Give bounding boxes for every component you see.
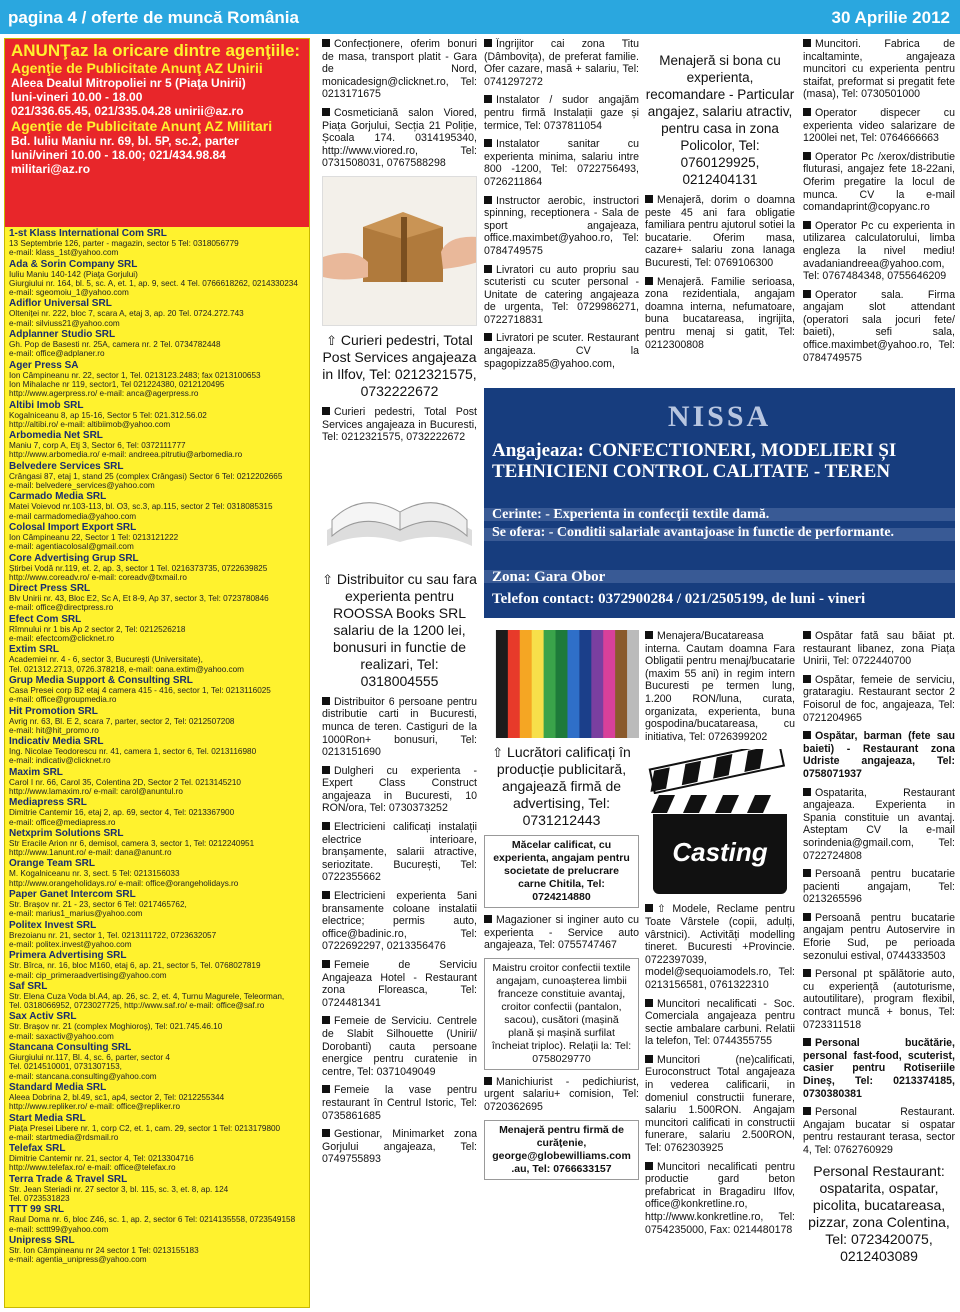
color-strip bbox=[544, 630, 556, 738]
package-photo bbox=[322, 176, 477, 326]
agency-detail: e-mail: sgeomoiu_1@yahoo.com bbox=[9, 288, 129, 298]
job-ad: Muncitori necalificati - Soc. Comerciala angajeaza pentru sectie ambalare carbuni. Relatii la telefon, Tel: 0744355755 bbox=[645, 997, 795, 1048]
color-strip bbox=[508, 630, 520, 738]
agency-entry bbox=[9, 858, 305, 888]
agency-detail: http://www.telefax.ro/ e-mail: office@telefax.ro bbox=[9, 1163, 176, 1173]
cleaning-box bbox=[484, 1120, 639, 1180]
job-ad: Instructor aerobic, instructori spinning, receptionera - Sala de sport angajeaza, office.maximbet@yahoo.ro, Tel: 0784749575 bbox=[484, 194, 639, 257]
agency-name: Indicativ Media SRL bbox=[9, 736, 104, 748]
nissa-contact bbox=[492, 566, 865, 610]
agency-detail: Crângasi 87, etaj 1, stand 25 (complex Crângasi) Sector 6 Tel: 0212202665 bbox=[9, 471, 283, 481]
agency-detail: http://www.lamaxim.ro/ e-mail: carol@anuntul.ro bbox=[9, 786, 183, 796]
agency-detail: Dimitrie Cantemir nr. 21, sector 4, Tel: 0213304716 bbox=[9, 1154, 194, 1164]
agency-detail: Tel. 0214510001, 0731307153, bbox=[9, 1062, 122, 1072]
agency-detail: http://altibi.ro/ e-mail: altibiimob@yahoo.com bbox=[9, 419, 171, 429]
agency-name: Maxim SRL bbox=[9, 766, 63, 778]
agency-detail: Giurgiului nr. 164, bl. 5, sc. A, et. 1, ap. 9, sect. 4 Tel. 0766618262, 0214330234 bbox=[9, 278, 298, 288]
agency-detail: Ing. Nicolae Teodorescu nr. 41, camera 1, sector 6, Tel. 0213116980 bbox=[9, 747, 257, 757]
agency-detail: Str. Elena Cuza Voda bl.A4, ap. 26, sc. 2, et. 4, Turnu Magurele, Teleorman, bbox=[9, 991, 285, 1001]
agency-detail: Aleea Dobrina 2, bl.49, sc1, ap4, sector 2, Tel: 0212255344 bbox=[9, 1092, 225, 1102]
agency-entry bbox=[9, 1113, 305, 1143]
agency-detail: Raul Doma nr. 6, bloc Z46, sc. 1, ap. 2, sector 6 Tel: 0214135558, 0723549158 bbox=[9, 1215, 296, 1225]
job-ad: Menajeră. Familie serioasa, zona rezidentiala, angajam doamna interna, nefumatoare, buna bucatareasa, ingrijita, pentru menaj si gatit, Tel: 0212300808 bbox=[645, 275, 795, 351]
nissa-banner bbox=[484, 388, 955, 618]
agency-detail: e-mail: indicativ@clicknet.ro bbox=[9, 756, 111, 766]
arrow-icon: ⇧ bbox=[657, 903, 666, 916]
cleaning-text: Menajeră pentru firmă de curățenie, bbox=[499, 1123, 624, 1149]
agency1-address: Aleea Dealul Mitropoliei nr 5 (Piaţa Unirii) bbox=[11, 76, 246, 90]
agency-name: Efect Com SRL bbox=[9, 613, 82, 625]
agency-name: Standard Media SRL bbox=[9, 1081, 107, 1093]
job-ad: Manichiurist - pedichiurist, urgent salariu+ comision, Tel: 0720362695 bbox=[484, 1075, 639, 1113]
agency-detail: e-mail: office@groupmedia.ro bbox=[9, 695, 117, 705]
agency-name: Altibi Imob SRL bbox=[9, 399, 84, 411]
color-strip bbox=[484, 630, 496, 738]
agency2-hours: luni/vineri 10.00 - 18.00; 021/434.98.84 militari@az.ro bbox=[11, 148, 226, 176]
header-section-title: pagina 4 / oferte de muncă România bbox=[8, 8, 299, 27]
job-ad: Confecționere, oferim bonuri de masa, transport platit - Gara de Nord, monicadesign@clicknet.ro, Tel: 0213171675 bbox=[322, 38, 477, 101]
agency-panel bbox=[4, 38, 310, 1308]
color-strip bbox=[615, 630, 627, 738]
book-illustration bbox=[322, 450, 477, 565]
agency-entry bbox=[9, 400, 305, 430]
job-ad: Livratori cu auto propriu sau scuteristi cu scuter personal - Unitate de catering angajeaza de urgenta, Tel: 0729986271, 0722718831 bbox=[484, 263, 639, 326]
agency-name: Arbomedia Net SRL bbox=[9, 430, 103, 442]
job-ad: Distribuitor 6 persoane pentru distributie carti in Bucuresti, munca de teren. Castiguri de la 1000Ron+ bonusuri, Tel: 0213151690 bbox=[322, 695, 477, 759]
agency-entry bbox=[9, 298, 305, 328]
agency-name: Primera Advertising SRL bbox=[9, 950, 127, 962]
butcher-phone: 0724214880 bbox=[532, 891, 591, 903]
job-ad: Muncitori. Fabrica de incaltaminte, angajeaza muncitori cu experienta pentru staifat, preformat si pregatit fete (masa), Tel: 0730501000 bbox=[803, 38, 955, 101]
agency-detail: M. Kogalniceanu nr. 3, sect. 5 Tel: 0213156033 bbox=[9, 869, 180, 879]
agency-detail: 13 Septembrie 126, parter - magazin, sector 5 Tel: 0318056779 bbox=[9, 239, 239, 248]
nissa-positions-line2: TEHNICIENI CONTROL CALITATE - TEREN bbox=[492, 461, 891, 482]
agency2-address: Bd. Iuliu Maniu nr. 69, bl. 5P, sc.2, parter bbox=[11, 134, 239, 148]
job-ad: Personal pt spălătorie auto, cu experiență (autoturisme, autoutilitare), program flexibil, contract muncă + bonus, Tel: 0723311518 bbox=[803, 968, 955, 1031]
job-ad: Magazioner si inginer auto cu experienta - Service auto angajeaza, Tel: 0755747467 bbox=[484, 914, 639, 952]
agency-entry bbox=[9, 228, 305, 258]
job-ad: Gestionar, Minimarket zona Gorjului angajeaza, Tel: 0749755893 bbox=[322, 1128, 477, 1166]
arrow-icon: ⇧ bbox=[322, 571, 333, 587]
agency-detail: Str. Jean Steriadi nr. 27 sector 3, bl. 115, sc. 3, et. 8, ap. 124 bbox=[9, 1184, 229, 1194]
agency-detail: Casa Presei corp B2 etaj 4 camera 415 - 416, sector 1, Tel: 0213116025 bbox=[9, 685, 271, 695]
agency-detail: e-mail: belvedere_services@yahoo.com bbox=[9, 481, 155, 491]
agency-entry bbox=[9, 1204, 305, 1234]
agency-detail: e-mail: klass_1st@yahoo.com bbox=[9, 248, 119, 258]
agency-detail: Academiei nr. 4 - 6, sector 3, București (Universitate), bbox=[9, 655, 203, 665]
job-ad: Ospătar fată sau băiat pt. restaurant libanez, zona Piața Unirii, Tel: 0722440700 bbox=[803, 630, 955, 668]
nissa-logo: NISSA bbox=[667, 400, 772, 433]
color-strips-image bbox=[484, 630, 639, 738]
agency-entry bbox=[9, 920, 305, 950]
agency-detail: e-mail: office@directpress.ro bbox=[9, 603, 114, 613]
job-ad: Operator sala. Firma angajam slot attendant (operatori sala jocuri fete/ baieti), sefi sala, office.maximbet@yahoo.ro, Tel: 0784749575 bbox=[803, 288, 955, 364]
agency-entry bbox=[9, 828, 305, 858]
job-ad: Ospatarita, Restaurant angajeaza. Experienta in Spania constituie un avantaj. Asteptam CV la e-mail sorindenia@gmail.com, Tel: 0722724808 bbox=[803, 786, 955, 862]
agency-detail: Tel. 0318066952, 0723027725, http://www.saf.ro/ e-mail: office@saf.ro bbox=[9, 1001, 265, 1011]
arrow-icon: ⇧ bbox=[492, 745, 504, 760]
agency-detail: Str. Bîrca, nr. 16, bloc M160, etaj 6, ap. 21, sector 5, Tel. 0768027819 bbox=[9, 961, 261, 971]
agency-name: TTT 99 SRL bbox=[9, 1204, 65, 1216]
agency-name: Belvedere Services SRL bbox=[9, 460, 124, 472]
job-ad: Muncitori (ne)calificati, Euroconstruct Total angajeaza in vederea calificarii, in domeniul constructii funerare, salariu 1.500RON. Angajam muncitori calificati in constructii funerare, salariu 2.500RON, Tel: 0762303925 bbox=[645, 1053, 795, 1155]
package-illustration bbox=[323, 177, 477, 326]
casting-label: Casting bbox=[672, 837, 768, 868]
agency-detail: e-mail: agentiacolosal@gmail.com bbox=[9, 542, 134, 552]
agency-detail: Str. Ion Câmpineanu nr 24 sector 1 Tel: 0213155183 bbox=[9, 1245, 199, 1255]
agency-detail: Piața Presei Libere nr. 1, corp C2, et. 1, cam. 29, sector 1 Tel: 0213179800 bbox=[9, 1123, 281, 1133]
agency-detail: Blv Unirii nr. 43, Bloc E2, Sc A, Et 8-9, Ap 37, sector 3, Tel: 0723780846 bbox=[9, 594, 269, 604]
agency-detail: Avrig nr. 63, Bl. E 2, scara 7, parter, sector 2, Tel: 0212507208 bbox=[9, 716, 235, 726]
agency-name: Adiflor Universal SRL bbox=[9, 298, 112, 310]
color-strip bbox=[532, 630, 544, 738]
agency-name: Adplanner Studio SRL bbox=[9, 329, 116, 341]
butcher-box bbox=[484, 835, 639, 908]
agency-name: Mediapress SRL bbox=[9, 797, 87, 809]
courier-box bbox=[322, 332, 477, 400]
nissa-ofera: Se ofera: - Conditii salariale avantajoase in functie de performante. bbox=[492, 525, 895, 540]
job-ad: Ospătar, barman (fete sau baieti) - Restaurant zona Udriste angajeaza, Tel: 0758071937 bbox=[803, 730, 955, 780]
agency-name: Grup Media Support & Consulting SRL bbox=[9, 674, 193, 686]
color-strip bbox=[579, 630, 591, 738]
color-strip bbox=[567, 630, 579, 738]
nissa-phone: Telefon contact: 0372900284 / 021/2505199, de luni - vineri bbox=[492, 591, 866, 607]
job-ad: Operator Pc cu experienta in utilizarea calculatorului, limba engleza la nivel mediu! avadaniandreea@yahoo.com, Tel: 0767484348, 0755646209 bbox=[803, 219, 955, 283]
agency-entry bbox=[9, 1042, 305, 1081]
agency-detail: e-mail: politex.invest@yahoo.com bbox=[9, 939, 132, 949]
column-3-bottom bbox=[484, 630, 639, 1186]
distributor-box bbox=[322, 571, 477, 690]
agency-entry bbox=[9, 981, 305, 1011]
color-strip bbox=[591, 630, 603, 738]
column-3-top bbox=[484, 38, 639, 386]
agency-detail: Str Eracile Arion nr 6, demisol, camera 3, sector 1, Tel: 0212240951 bbox=[9, 838, 255, 848]
job-ad: Ospătar, femeie de serviciu, grataragiu. Restaurant sector 2 Foisorul de foc, angajeaza, Tel: 0721204965 bbox=[803, 673, 955, 724]
color-strip bbox=[556, 630, 568, 738]
column-2 bbox=[322, 38, 477, 1172]
agency-detail: Maniu 7, corp A, Etj 3, Sector 6, Tel: 0372111777 bbox=[9, 441, 186, 451]
agency-detail: Tel. 021312.2713, 0726.378218, e-mail: oana.extim@yahoo.com bbox=[9, 664, 244, 674]
job-ad: Femeie la vase pentru restaurant în Centrul Istoric, Tel: 0735861685 bbox=[322, 1084, 477, 1122]
agency-detail: Olteniței nr. 222, bloc 7, scara A, etaj 3, ap. 20 Tel. 0724.272.743 bbox=[9, 309, 244, 319]
agency-detail: Brezoianu nr. 21, sector 1, Tel. 0213111722, 0723632057 bbox=[9, 930, 217, 940]
agency-name: Carmado Media SRL bbox=[9, 491, 107, 503]
nanny-box: Menajeră si bona cu experienta, recomandare - Particular angajez, salariu atractiv, pentru casa in zona Policolor, Tel: 0760129925, 0212404131 bbox=[645, 53, 795, 187]
agency-detail: Matei Voievod nr.103-113, bl. O3, sc.3, ap.115, sector 2 Tel: 0318085315 bbox=[9, 502, 273, 512]
agency-entry bbox=[9, 797, 305, 827]
agency-entry bbox=[9, 461, 305, 491]
production-box-text: Lucrători calificați în producție publicitară, angajează firmă de advertising, Tel: 0731212443 bbox=[496, 744, 631, 828]
agency-entry bbox=[9, 360, 305, 399]
agency-entry bbox=[9, 522, 305, 552]
job-ad bbox=[645, 903, 795, 991]
agency-entry bbox=[9, 736, 305, 766]
nissa-positions-line1: Angajeaza: CONFECTIONERI, MODELIERI ȘI bbox=[492, 440, 897, 461]
agency-detail: e-mail: cip_primeraadvertising@yahoo.com bbox=[9, 970, 167, 980]
agency-detail: http://www.agerpress.ro/ e-mail: anca@agerpress.ro bbox=[9, 389, 199, 399]
job-ad: Electricieni experienta 5ani bransamente coloane instalatii electrice; permis auto, office@badinic.ro, Tel: 0722692297, 0213356476 bbox=[322, 890, 477, 953]
agency1-name: Agenţie de Publicitate Anunţ AZ Unirii bbox=[11, 60, 263, 76]
butcher-text: Măcelar calificat, cu experienta, angajam pentru societate de prelucrare carne Chitila, Tel: bbox=[493, 839, 630, 890]
nissa-cerinte: Cerinte: - Experienta in confecţii textile damă. bbox=[492, 507, 770, 522]
agency2-name: Agenţie de Publicitate Anunţ AZ Militari bbox=[11, 118, 273, 134]
agency-detail: e-mail: efectcom@clicknet.ro bbox=[9, 634, 115, 644]
agency-entry bbox=[9, 675, 305, 705]
job-ad-text: Modele, Reclame pentru Toate Vârstele (copii, adulți, vârstnici). Activități modelling tineret. Bucuresti +Provincie. 0722397039, model@sequoiamodels.ro, Tel: 0213156581, 0761322310 bbox=[645, 903, 795, 991]
page-header bbox=[0, 0, 960, 34]
courier-box-text: Curieri pedestri, Total Post Services angajeaza in Ilfov, Tel: 0212321575, 0732222672 bbox=[322, 331, 477, 399]
agency-entry bbox=[9, 553, 305, 583]
agency-detail: e-mail: saxactiv@yahoo.com bbox=[9, 1031, 114, 1041]
agency-name: Colosal Import Export SRL bbox=[9, 521, 137, 533]
nissa-zone: Zona: Gara Obor bbox=[492, 569, 606, 585]
agency-detail: http://www.repliker.ro/ e-mail: office@repliker.ro bbox=[9, 1102, 181, 1112]
agency-name: Terra Trade & Travel SRL bbox=[9, 1173, 128, 1185]
agency-name: Direct Press SRL bbox=[9, 583, 91, 595]
agency-detail: Ion Câmpineanu 22, Sector 1 Tel: 0213121222 bbox=[9, 532, 179, 542]
agency-name: Start Media SRL bbox=[9, 1112, 86, 1124]
color-strip bbox=[496, 630, 508, 738]
agency-entry bbox=[9, 1235, 305, 1265]
agency-entry bbox=[9, 767, 305, 797]
color-strip bbox=[520, 630, 532, 738]
agency-detail: Tel. 0723531823 bbox=[9, 1194, 70, 1203]
job-ad: Operator dispecer cu experienta video salarizare de 1200lei net, Tel: 0764666663 bbox=[803, 106, 955, 145]
agency-detail: e-mail: startmedia@rdsmail.ro bbox=[9, 1132, 119, 1142]
clapperboard-icon bbox=[645, 749, 795, 899]
column-4-top bbox=[645, 38, 795, 384]
job-ad: Menajera/Bucatareasa interna. Cautam doamna Fara Obligatii pentru menaj/bucatarie (maxim 55 ani) in regim intern Bucuresti pe termen lung, 1.200 RON/luna, curata, organizata, experienta, buna gospodina/bucatareasa, cu initiativa, Tel: 0726399202 bbox=[645, 630, 795, 743]
job-ad: Personal Restaurant. Angajam bucatar si ospatar pentru restaurant terasa, sector 4, Tel: 0762760929 bbox=[803, 1106, 955, 1156]
agency1-hours: luni-vineri 10.00 - 18.00 bbox=[11, 90, 143, 104]
job-ad: Femeie de Serviciu Angajeaza Hotel - Restaurant zona Floreasca, Tel: 0724481341 bbox=[322, 959, 477, 1009]
agency-detail: Rîmnului nr 1 bis Ap 2 sector 2, Tel: 0212526218 bbox=[9, 624, 186, 634]
agency-detail: e-mail: hit@hit_promo.ro bbox=[9, 725, 99, 735]
agency-detail: e-mail: agentia_unipress@yahoo.com bbox=[9, 1255, 147, 1265]
book-photo bbox=[322, 450, 477, 565]
agency-entry bbox=[9, 1143, 305, 1173]
agency-name: Netxprim Solutions SRL bbox=[9, 827, 124, 839]
agency-detail: Știrbei Vodă nr.119, et. 2, ap. 3, sector 1 Tel. 0216373735, 0722639825 bbox=[9, 563, 268, 573]
agency-entry bbox=[9, 430, 305, 460]
agency-detail: e-mail: office@mediapress.ro bbox=[9, 817, 116, 827]
agency-name: Ager Press SA bbox=[9, 359, 79, 371]
agency-detail: e-mail: office@adplaner.ro bbox=[9, 349, 105, 359]
agency-detail: http://www.1anunt.ro/ e-mail: dana@anunt.ro bbox=[9, 848, 172, 858]
job-ad: Menajeră, dorim o doamna peste 45 ani fara obligatie familiara pentru ajutorul sotiei la bucatarie. Oferim masa, cazare+ salariu zona Ianaga Bucuresti, Tel: 0769106300 bbox=[645, 194, 795, 269]
agency-name: 1-st Klass International Com SRL bbox=[9, 228, 167, 239]
job-ad: Dulgheri cu experienta - Expert Class Construct angajeaza in Bucuresti, 10 RON/ora, Tel: 0730373252 bbox=[322, 764, 477, 815]
agency-name: Unipress SRL bbox=[9, 1234, 75, 1246]
agency-entry bbox=[9, 259, 305, 298]
job-ad: Instalator sanitar cu experienta minima, salariu intre 800 -1200, Tel: 0722756493, 0726211864 bbox=[484, 138, 639, 188]
job-ad: Personal bucătărie, personal fast-food, scuterist, casier pentru Rotiseriile Dineș, Tel: 0213374185, 0730380381 bbox=[803, 1037, 955, 1100]
agency-detail: Carol I nr. 66, Carol 35, Colentina 2D, Sector 2 Tel. 0213145210 bbox=[9, 777, 241, 787]
agency-detail: e-mail: stancana.consulting@yahoo.com bbox=[9, 1071, 157, 1081]
agency-name: Hit Promotion SRL bbox=[9, 705, 98, 717]
agency-entry bbox=[9, 1082, 305, 1112]
agency-detail: Gh. Pop de Basesti nr. 25A, camera nr. 2 Tel. 0734782448 bbox=[9, 340, 221, 350]
agency-entry bbox=[9, 644, 305, 674]
agency-entry bbox=[9, 706, 305, 736]
job-ad: Femeie de Serviciu. Centrele de Slabit Silhouette (Unirii/ Dorobanti) cauta persoane energice pentru curatenie in centre, Tel: 0371049049 bbox=[322, 1015, 477, 1078]
agency-entry bbox=[9, 950, 305, 980]
agency-detail: http://www.coreadv.ro/ e-mail: coreadv@txmail.ro bbox=[9, 572, 187, 582]
agency-entry bbox=[9, 614, 305, 644]
job-ad: Curieri pedestri, Total Post Services angajeaza in Bucuresti, Tel: 0212321575, 0732222672 bbox=[322, 405, 477, 444]
production-box bbox=[484, 744, 639, 829]
agency1-contact: 021/336.65.45, 021/335.04.28 unirii@az.ro bbox=[11, 104, 244, 118]
column-5-top bbox=[803, 38, 955, 384]
job-ad: Operator Pc /xerox/distributie fluturasi, angajez fete 18-22ani, Oferim pregatire la locul de munca. CV la e-mail comandaprint@copyanc.ro bbox=[803, 150, 955, 214]
agency-detail: e-mail carmadomedia@yahoo.com bbox=[9, 511, 137, 521]
job-ad: Instalator / sudor angajăm pentru firmă Instalații gaze și termice, Tel: 0737811054 bbox=[484, 94, 639, 132]
color-strip bbox=[627, 630, 639, 738]
job-ad: Livratori pe scuter. Restaurant angajeaza. CV la spagopizza85@yahoo.com, bbox=[484, 332, 639, 370]
agency-entry bbox=[9, 583, 305, 613]
agency-detail: Dimitrie Cantemir 16, etaj 2, ap. 69, sector 4, Tel: 0213367900 bbox=[9, 808, 235, 818]
job-ad: Îngrijitor cai zona Titu (Dâmbovița), de preferat familie. Ofer cazare, masă + salariu, Tel: 0741297272 bbox=[484, 38, 639, 88]
agency-name: Extim SRL bbox=[9, 644, 60, 656]
agency-detail: Kogalniceanu 8, ap 15-16, Sector 5 Tel: 021.312.56.02 bbox=[9, 410, 207, 420]
agency-name: Stancana Consulting SRL bbox=[9, 1042, 132, 1054]
distributor-box-text: Distribuitor cu sau fara experienta pentru ROOSSA Books SRL salariu de la 1200 lei, bonusuri in functie de realizari, Tel: 0318004555 bbox=[332, 570, 477, 689]
color-strip bbox=[603, 630, 615, 738]
column-4-bottom bbox=[645, 630, 795, 1242]
color-strips bbox=[484, 630, 639, 738]
agency-name: Orange Team SRL bbox=[9, 858, 95, 870]
agency-detail: http://www.orangeholidays.ro/ e-mail: office@orangeholidays.ro bbox=[9, 878, 239, 888]
agency-detail: e-mail: silviuss21@yahoo.com bbox=[9, 318, 120, 328]
column-5-bottom bbox=[803, 630, 955, 1271]
agency-name: Ada & Sorin Company SRL bbox=[9, 258, 138, 270]
tailor-box: Maistru croitor confectii textile angajam, cunoașterea limbii franceze constituie avantaj, croitor confectii (pantalon, sacou), cusători (mașină plană și mașină surfilat încheiat triploc). Relații la: Tel: 0758029770 bbox=[484, 958, 639, 1070]
header-date: 30 Aprilie 2012 bbox=[831, 8, 950, 27]
casting-image bbox=[645, 749, 795, 899]
agency-name: Core Advertising Grup SRL bbox=[9, 552, 139, 564]
agency-name: Sax Activ SRL bbox=[9, 1011, 77, 1023]
nissa-positions bbox=[492, 440, 896, 482]
nissa-requirements bbox=[492, 506, 894, 542]
agency-detail: Giurgiului nr.117, Bl. 4, sc. 6, parter, sector 4 bbox=[9, 1053, 170, 1063]
agency-detail: Iuliu Maniu 140-142 (Piaţa Gorjului) bbox=[9, 269, 138, 279]
agency-entry bbox=[9, 889, 305, 919]
agency-detail: e-mail: scttt99@yahoo.com bbox=[9, 1224, 109, 1234]
cleaning-contact: george@globewilliams.com .au, Tel: 0766633157 bbox=[492, 1149, 631, 1175]
agency-entry bbox=[9, 1011, 305, 1041]
anunt-title: ANUNŢaz la oricare dintre agenţiile: bbox=[11, 41, 301, 60]
anunt-az-box bbox=[5, 39, 309, 227]
agency-detail: http://www.arbomedia.ro/ e-mail: andreea.pitrutiu@arbomedia.ro bbox=[9, 450, 243, 460]
job-ad: Electricieni calificați instalații electrice interioare, branșamente, salarii atractive, seriozitate. București, Tel: 0722355662 bbox=[322, 821, 477, 884]
agency-detail: Str. Brașov nr. 21 - 23, sector 6 Tel: 0217465762, bbox=[9, 900, 187, 910]
agency-detail: e-mail: marius1_marius@yahoo.com bbox=[9, 909, 143, 919]
agency-detail: Ion Câmpineanu nr. 22, sector 1, Tel. 0213123.2483; fax 0213100653 bbox=[9, 370, 261, 380]
restaurant-box: Personal Restaurant: ospatarita, ospatar, picolita, bucatareasa, pizzar, zona Colentina, Tel: 0723420075, 0212403089 bbox=[808, 1162, 950, 1264]
arrow-icon: ⇧ bbox=[326, 332, 337, 348]
agency-detail: Str. Brașov nr. 21 (complex Moghioroș), Tel: 021.745.46.10 bbox=[9, 1022, 223, 1032]
agency-name: Paper Ganet Intercom SRL bbox=[9, 889, 136, 901]
agency-list bbox=[5, 227, 309, 1266]
agency-entry bbox=[9, 491, 305, 521]
job-ad: Persoană pentru bucatarie angajam pentru Autoservire in Eforie Sud, pe perioada sezonului estival, 0744333503 bbox=[803, 911, 955, 962]
job-ad: Muncitori necalificati pentru productie gard beton prefabricat in Bragadiru Ilfov, office@konkretline.ro, http://www.konkretline.ro, Tel: 0754235000, Fax: 0214480178 bbox=[645, 1160, 795, 1236]
agency-name: Politex Invest SRL bbox=[9, 919, 97, 931]
agency-entry bbox=[9, 1174, 305, 1204]
agency-name: Telefax SRL bbox=[9, 1143, 66, 1155]
agency-name: Saf SRL bbox=[9, 980, 48, 992]
agency-entry bbox=[9, 329, 305, 359]
job-ad: Persoană pentru bucatarie pacienti angajam, Tel: 0213265596 bbox=[803, 868, 955, 906]
job-ad: Cosmeticiană salon Viored, Piața Gorjului, Secția 21 Poliție, Școala 174. 0314195340, http://www.viored.ro, Tel: 0731508031, 0767588298 bbox=[322, 106, 477, 170]
agency-detail: Ion Mihalache nr 119, sector1, Tel 021224380, 0212120495 bbox=[9, 379, 225, 389]
